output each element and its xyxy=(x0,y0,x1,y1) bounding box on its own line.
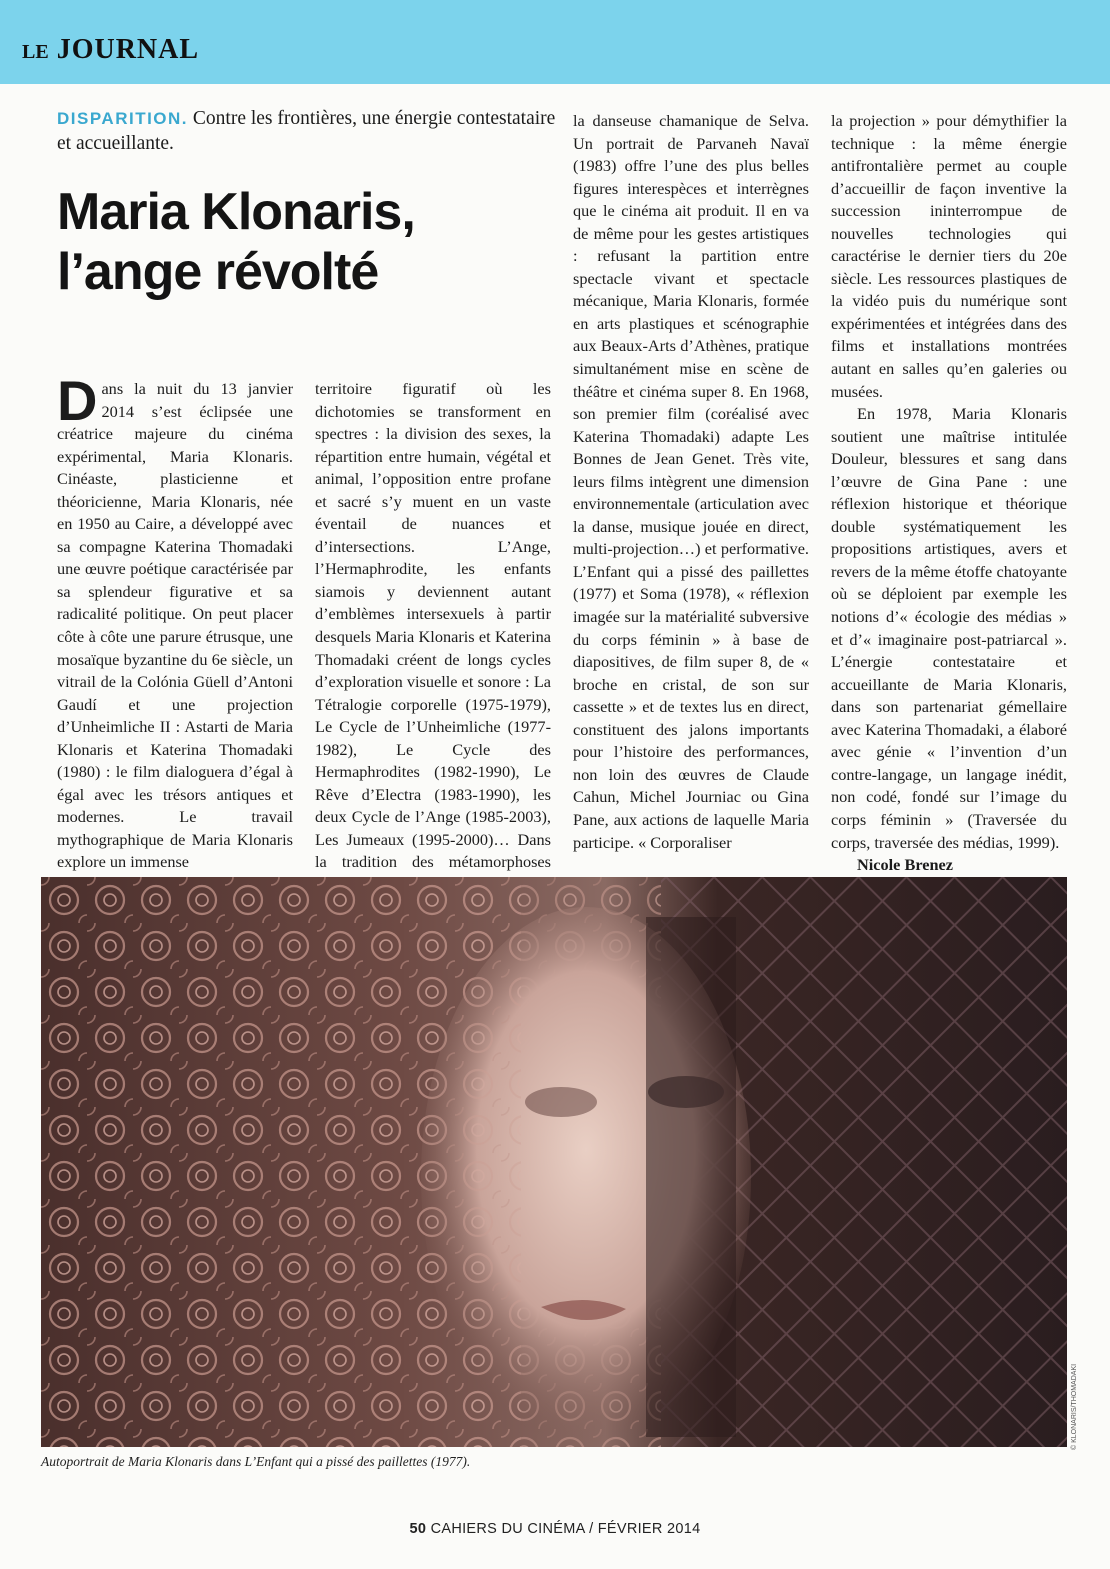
article-title xyxy=(57,182,527,302)
lace-portrait-image xyxy=(41,877,1067,1447)
article-photo xyxy=(41,877,1067,1447)
column-4-paragraph-1: la projection » pour démythifier la technique : la même énergie antifrontalière permet au couple d’accueillir de façon inventive la succession ininterrompue de nouvelles technologies qui caractérise le dernier tiers du 20e siècle. Les ressources plastiques de la vidéo puis du numérique sont expérimentées et intégrées dans des films et installations montrées autant en salles qu’en galeries ou musées. xyxy=(831,111,1067,401)
header-banner xyxy=(0,0,1110,84)
text-column-4 xyxy=(831,110,1067,877)
kicker-label: JOURNAL xyxy=(56,34,200,65)
title-line-2: l’ange révolté xyxy=(57,243,379,301)
rubric-tag: DISPARITION. xyxy=(57,109,189,128)
drop-cap: D xyxy=(57,369,98,432)
photo-caption: Autoportrait de Maria Klonaris dans L’Enfant qui a pissé des paillettes (1977). xyxy=(41,1454,471,1469)
rubric-text: Contre les frontières, une énergie contestataire et accueillante. xyxy=(57,108,556,154)
text-column-2 xyxy=(315,378,551,897)
photo-credit: © KLONARIS/THOMADAKI xyxy=(1071,1363,1078,1450)
rubric xyxy=(57,106,557,156)
page-number: 50 xyxy=(409,1521,427,1537)
text-column-3 xyxy=(573,110,809,854)
column-1-text: ans la nuit du 13 janvier 2014 s’est éclipsée une créatrice majeure du cinéma expérimental, Maria Klonaris. Cinéaste, plasticienne et théoricienne, Maria Klonaris, née en 1950 au Caire, a développé avec sa compagne Katerina Thomadaki une œuvre poétique caractérisée par sa splendeur figurative et sa radicalité politique. On peut placer côte à côte une parure étrusque, une mosaïque byzantine du 6e siècle, un vitrail de la Colónia Güell d’Antoni Gaudí et une projection d’Unheimliche II : Astarti de Maria Klonaris et Katerina Thomadaki (1980) : le film dialoguera d’égal à égal avec les trésors antiques et modernes. Le travail mythographique de Maria Klonaris explore un immense xyxy=(57,379,293,872)
column-3-text: la danseuse chamanique de Selva. Un portrait de Parvaneh Navaï (1983) offre l’une des plus belles figures interespèces et interrègnes que le cinéma ait produit. Il en va de même pour les gestes artistiques : refusant la partition entre spectacle vivant et spectacle mécanique, Maria Klonaris, formée en arts plastiques et scénographie aux Beaux-Arts d’Athènes, pratique simultanément mise en scène de théâtre et cinéma super 8. En 1968, son premier film (coréalisé avec Katerina Thomadaki) adapte Les Bonnes de Jean Genet. Très vite, leurs films intègrent une dimension environnementale (articulation avec la danse, musique jouée en direct, multi-projection…) et performative. L’Enfant qui a pissé des paillettes (1977) et Soma (1978), « réflexion imagée sur la matérialité subversive du corps féminin » à base de diapositives, de film super 8, de « broche en cristal, de son sur cassette » et de textes lus en direct, constituent des jalons importants pour l’histoire des performances, non loin des œuvres de Claude Cahun, Michel Journiac ou Gina Pane, aux actions de laquelle Maria participe. « Corporaliser xyxy=(573,111,809,852)
column-2-text: territoire figuratif où les dichotomies se transforment en spectres : la division des sexes, la répartition entre humain, végétal et animal, l’opposition entre profane et sacré s’y muent en un vaste éventail de nuances et d’intersections. L’Ange, l’Hermaphrodite, les enfants siamois y deviennent autant d’emblèmes intersexuels à partir desquels Maria Klonaris et Katerina Thomadaki créent de longs cycles d’exploration visuelle et sonore : La Tétralogie corporelle (1975-1979), Le Cycle de l’Unheimliche (1977-1982), Le Cycle des Hermaphrodites (1982-1990), Le Rêve d’Electra (1983-1990), les deux Cycle de l’Ange (1985-2003), Les Jumeaux (1995-2000)… Dans la tradition des métamorphoses xyxy=(315,379,551,872)
magazine-issue: CAHIERS DU CINÉMA / FÉVRIER 2014 xyxy=(430,1521,701,1537)
page-footer xyxy=(0,1521,1110,1537)
title-line-1: Maria Klonaris, xyxy=(57,183,415,241)
section-kicker xyxy=(22,34,199,66)
kicker-prefix: LE xyxy=(22,41,49,63)
author-signature: Nicole Brenez xyxy=(857,855,953,875)
text-column-1 xyxy=(57,369,293,874)
column-4-paragraph-2: En 1978, Maria Klonaris soutient une maîtrise intitulée Douleur, blessures et sang dans l’œuvre de Gina Pane : une réflexion historique et théorique double systématiquement les propositions artistiques, avers et revers de la même étoffe chatoyante où se déploient par exemple les notions d’« écologie des médias » et d’« imaginaire post-patriarcal ». L’énergie contestataire et accueillante de Maria Klonaris, dans son partenariat gémellaire avec Katerina Thomadaki, a élaboré avec génie « l’invention d’un contre-langage, un langage inédit, non codé, fondé sur l’image du corps féminin » (Traversée du corps, traversée des médias, 1999). xyxy=(831,404,1067,852)
